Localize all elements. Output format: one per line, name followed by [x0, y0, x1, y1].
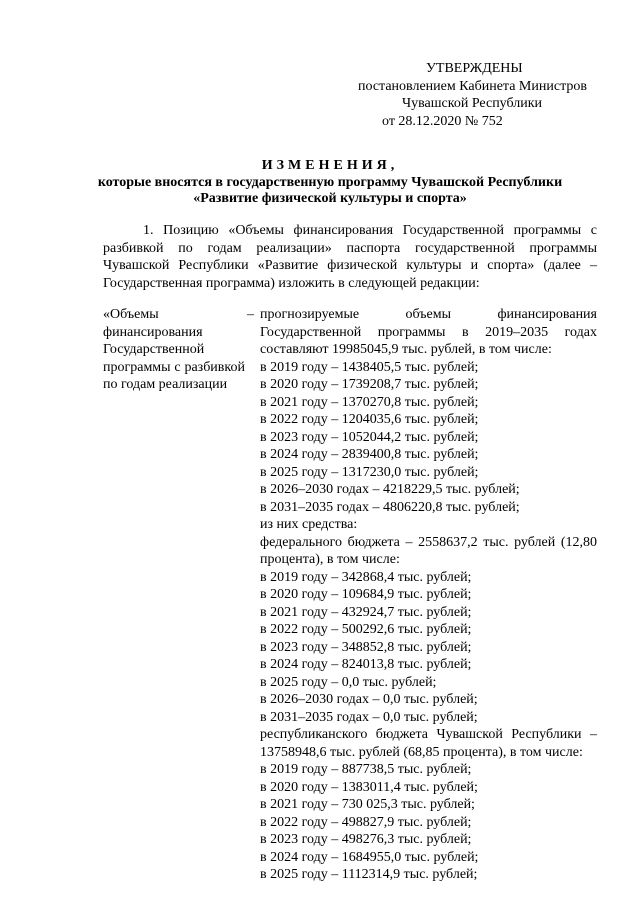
heading-title: ИЗМЕНЕНИЯ, [261, 158, 399, 173]
year-line: в 2022 году – 1204035,6 тыс. рублей; [260, 412, 479, 427]
intro-paragraph: 1. Позицию «Объемы финансирования Государственной программы с разбивкой по годам реализации» паспорта государственной программы Чувашской Республики «Развитие физической культуры и спорта» (далее – Государственная программа) изложить в следующей редакции: [103, 223, 597, 291]
year-line: в 2025 году – 1112314,9 тыс. рублей; [260, 867, 478, 882]
year-line: в 2023 году – 348852,8 тыс. рублей; [260, 639, 472, 655]
approval-line-1: постановлением Кабинета Министров [358, 78, 587, 94]
heading-subtitle-2: «Развитие физической культуры и спорта» [193, 191, 467, 206]
year-line: в 2022 году – 498827,9 тыс. рублей; [260, 814, 472, 830]
total-years-list [260, 359, 597, 517]
year-line: в 2020 году – 1739208,7 тыс. рублей; [260, 377, 479, 392]
year-line: в 2021 году – 730 025,3 тыс. рублей; [260, 797, 475, 812]
year-line: в 2025 году – 0,0 тыс. рублей; [260, 674, 437, 690]
year-line: в 2026–2030 годах – 0,0 тыс. рублей; [260, 692, 478, 707]
year-line: в 2023 году – 498276,3 тыс. рублей; [260, 832, 472, 847]
federal-paragraph: федерального бюджета – 2558637,2 тыс. рублей (12,80 процента), в том числе: [260, 534, 597, 567]
total-paragraph: прогнозируемые объемы финансирования Государственной программы в 2019–2035 годах составляют 19985045,9 тыс. рублей, в том числе: [260, 307, 597, 357]
year-line: в 2020 году – 109684,9 тыс. рублей; [260, 587, 472, 602]
year-line: в 2020 году – 1383011,4 тыс. рублей; [260, 779, 478, 795]
table-right-cell [260, 306, 597, 884]
year-line: в 2024 году – 824013,8 тыс. рублей; [260, 657, 472, 672]
approval-line-3: от 28.12.2020 № 752 [382, 113, 503, 129]
year-line: в 2021 году – 1370270,8 тыс. рублей; [260, 394, 479, 410]
year-line: в 2026–2030 годах – 4218229,5 тыс. рублей; [260, 482, 520, 497]
year-line: в 2021 году – 432924,7 тыс. рублей; [260, 604, 472, 620]
table-left-cell: «Объемы финансирования Государственной программы с разбивкой по годам реализации [103, 307, 245, 392]
table-dash: – [247, 307, 254, 322]
approval-block [330, 60, 620, 130]
approval-line-2: Чувашской Республики [402, 96, 543, 111]
year-line: в 2031–2035 годах – 0,0 тыс. рублей; [260, 709, 478, 725]
heading-subtitle-1: которые вносятся в государственную программу Чувашской Республики [97, 174, 563, 190]
year-line: в 2023 году – 1052044,2 тыс. рублей; [260, 429, 479, 445]
federal-years-list [260, 569, 597, 727]
year-line: в 2019 году – 887738,5 тыс. рублей; [260, 762, 472, 777]
year-line: в 2025 году – 1317230,0 тыс. рублей; [260, 464, 479, 480]
republic-years-list [260, 761, 597, 884]
year-line: в 2022 году – 500292,6 тыс. рублей; [260, 622, 472, 637]
approval-title: УТВЕРЖДЕНЫ [426, 61, 523, 76]
document-heading [60, 158, 600, 208]
year-line: в 2024 году – 1684955,0 тыс. рублей; [260, 849, 479, 865]
year-line: в 2019 году – 1438405,5 тыс. рублей; [260, 359, 479, 375]
year-line: в 2019 году – 342868,4 тыс. рублей; [260, 569, 472, 585]
of-them-line: из них средства: [260, 517, 358, 532]
year-line: в 2031–2035 годах – 4806220,8 тыс. рублей; [260, 499, 520, 515]
year-line: в 2024 году – 2839400,8 тыс. рублей; [260, 447, 479, 462]
republic-paragraph: республиканского бюджета Чувашской Республики – 13758948,6 тыс. рублей (68,85 процента), в том числе: [260, 727, 597, 760]
